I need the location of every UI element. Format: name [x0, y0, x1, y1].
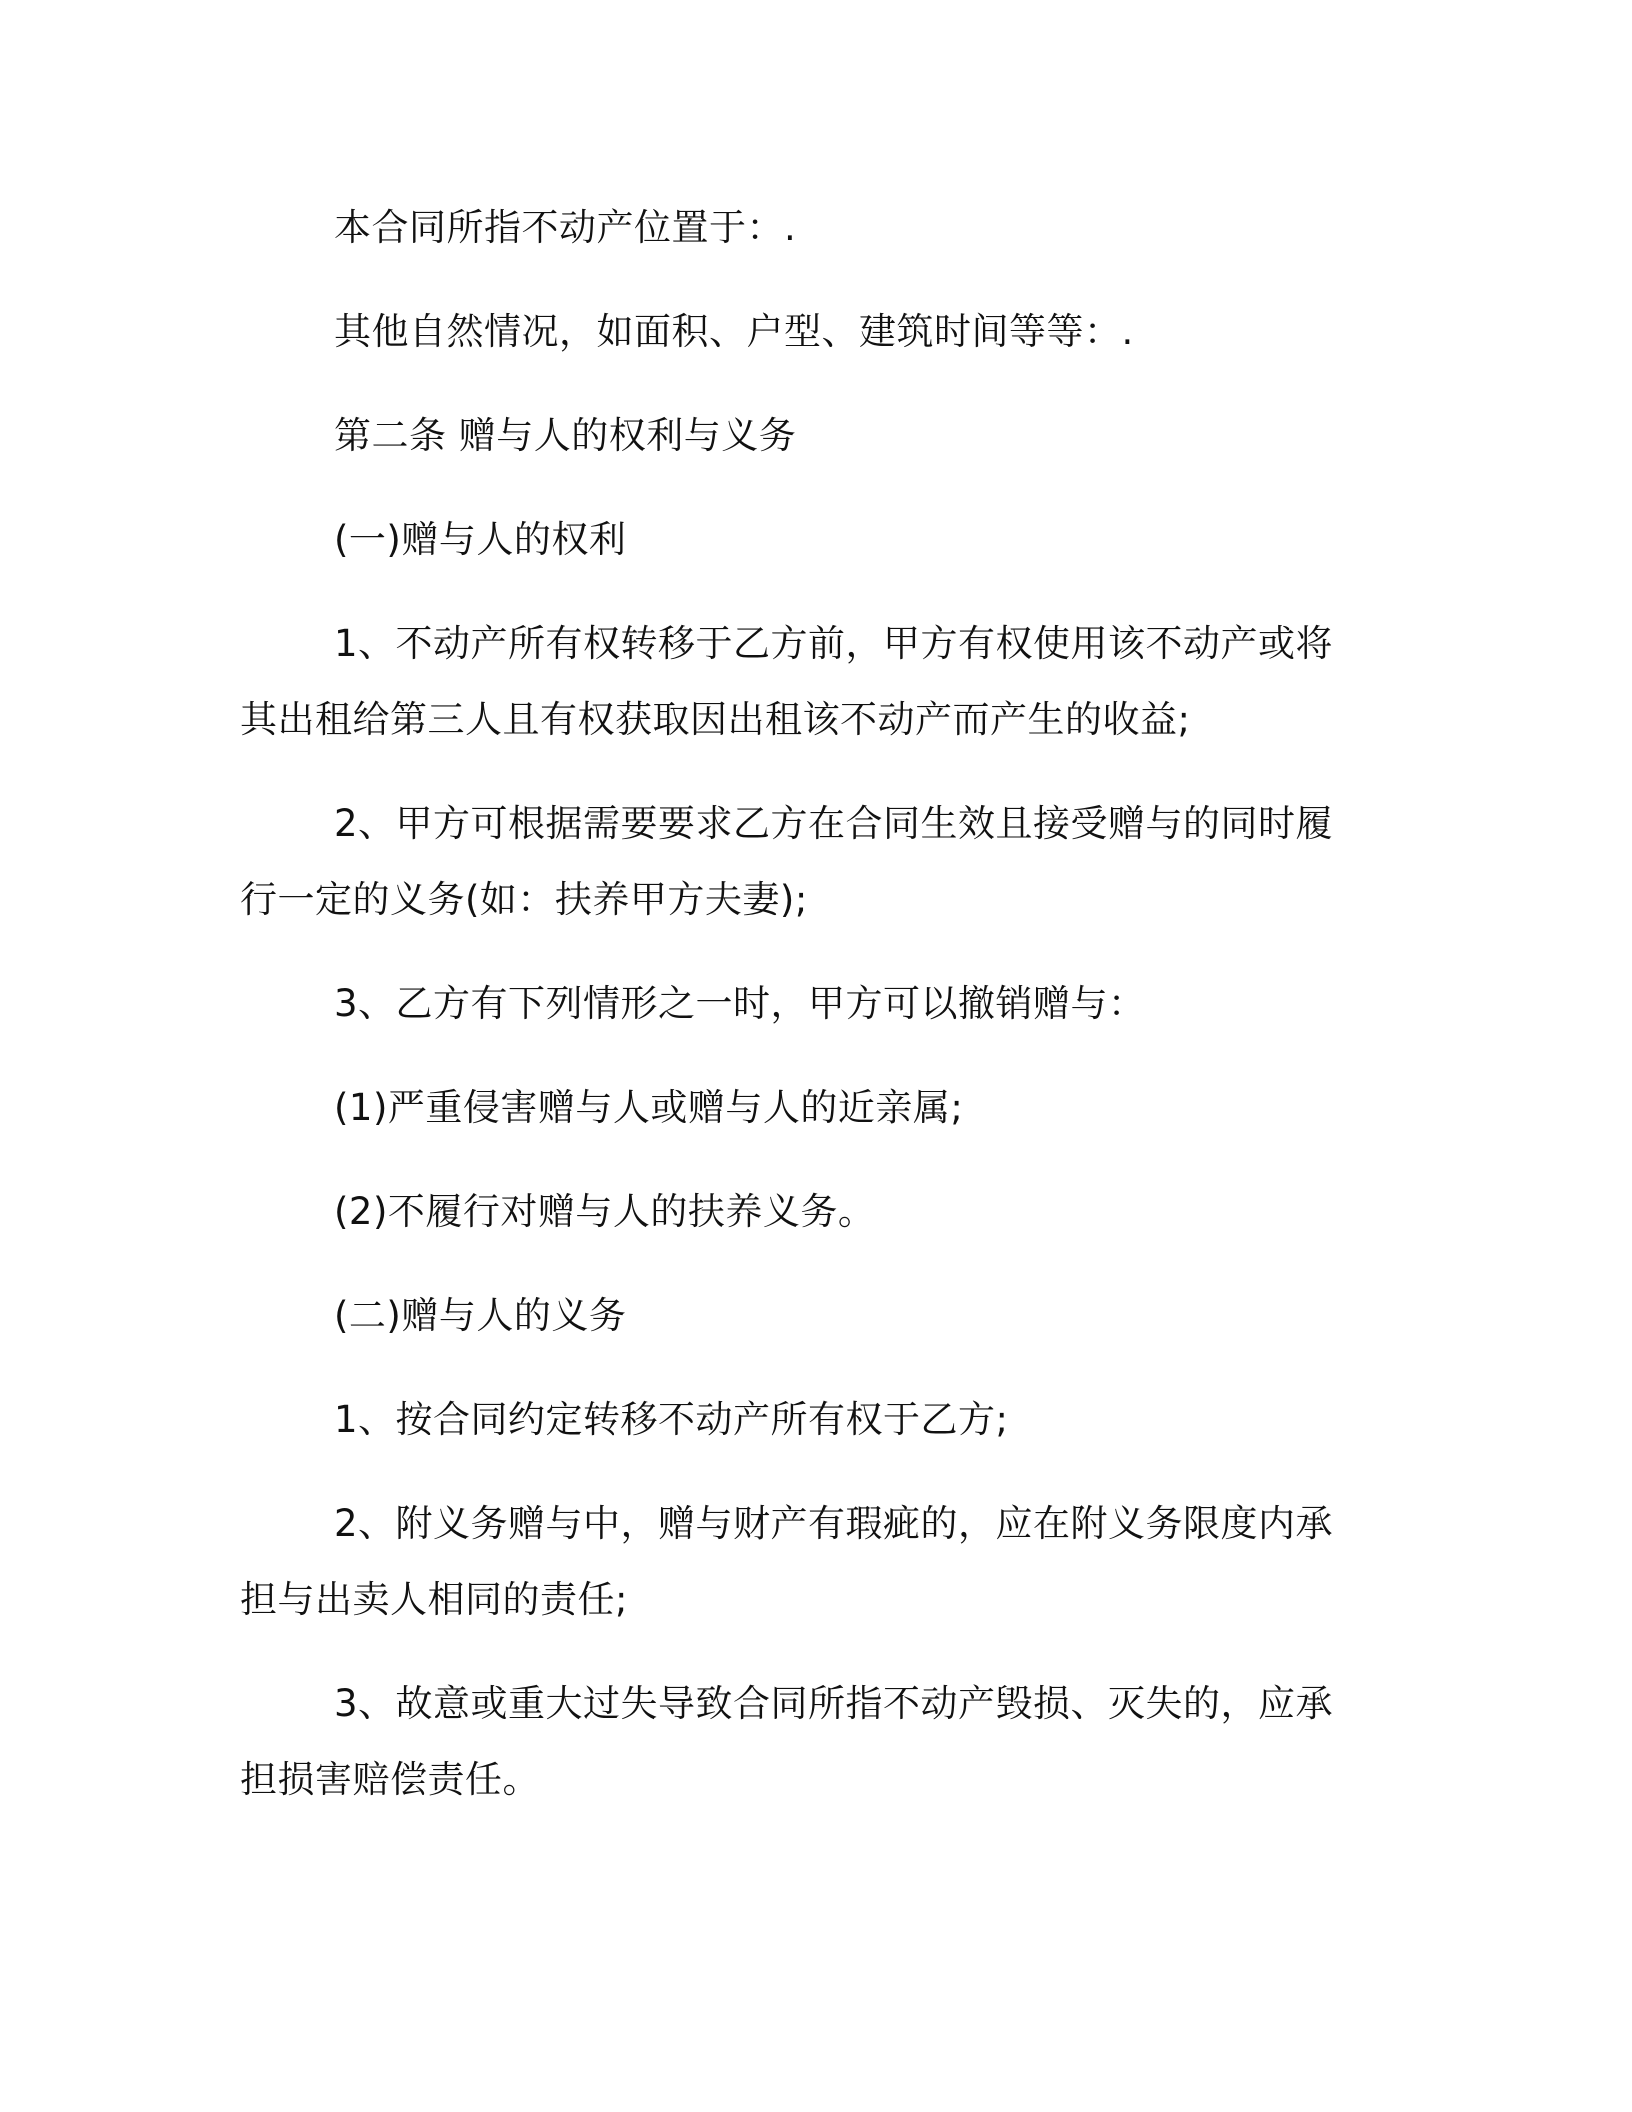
revocation-condition-1: (1)严重侵害赠与人或赠与人的近亲属; — [334, 1086, 964, 1129]
donor-right-item-2: 2、甲方可根据需要要求乙方在合同生效且接受赠与的同时履行一定的义务(如：扶养甲方夫妻); — [240, 802, 1334, 921]
property-location-paragraph: 本合同所指不动产位置于：. — [334, 206, 797, 249]
article-two-heading: 第二条 赠与人的权利与义务 — [334, 414, 797, 457]
revocation-condition-2: (2)不履行对赠与人的扶养义务。 — [334, 1190, 876, 1233]
donor-obligation-item-2: 2、附义务赠与中，赠与财产有瑕疵的，应在附义务限度内承担与出卖人相同的责任; — [240, 1502, 1334, 1621]
donor-right-item-1: 1、不动产所有权转移于乙方前，甲方有权使用该不动产或将其出租给第三人且有权获取因出租该不动产而产生的收益; — [240, 622, 1334, 741]
donor-rights-heading: (一)赠与人的权利 — [334, 518, 627, 561]
donor-right-item-3: 3、乙方有下列情形之一时，甲方可以撤销赠与： — [334, 982, 1146, 1025]
donor-obligation-item-3: 3、故意或重大过失导致合同所指不动产毁损、灭失的，应承担损害赔偿责任。 — [240, 1682, 1334, 1801]
donor-obligation-item-1: 1、按合同约定转移不动产所有权于乙方; — [334, 1398, 1009, 1441]
property-details-paragraph: 其他自然情况，如面积、户型、建筑时间等等：. — [334, 310, 1134, 353]
donor-obligations-heading: (二)赠与人的义务 — [334, 1294, 627, 1337]
document-body — [240, 190, 1370, 1846]
